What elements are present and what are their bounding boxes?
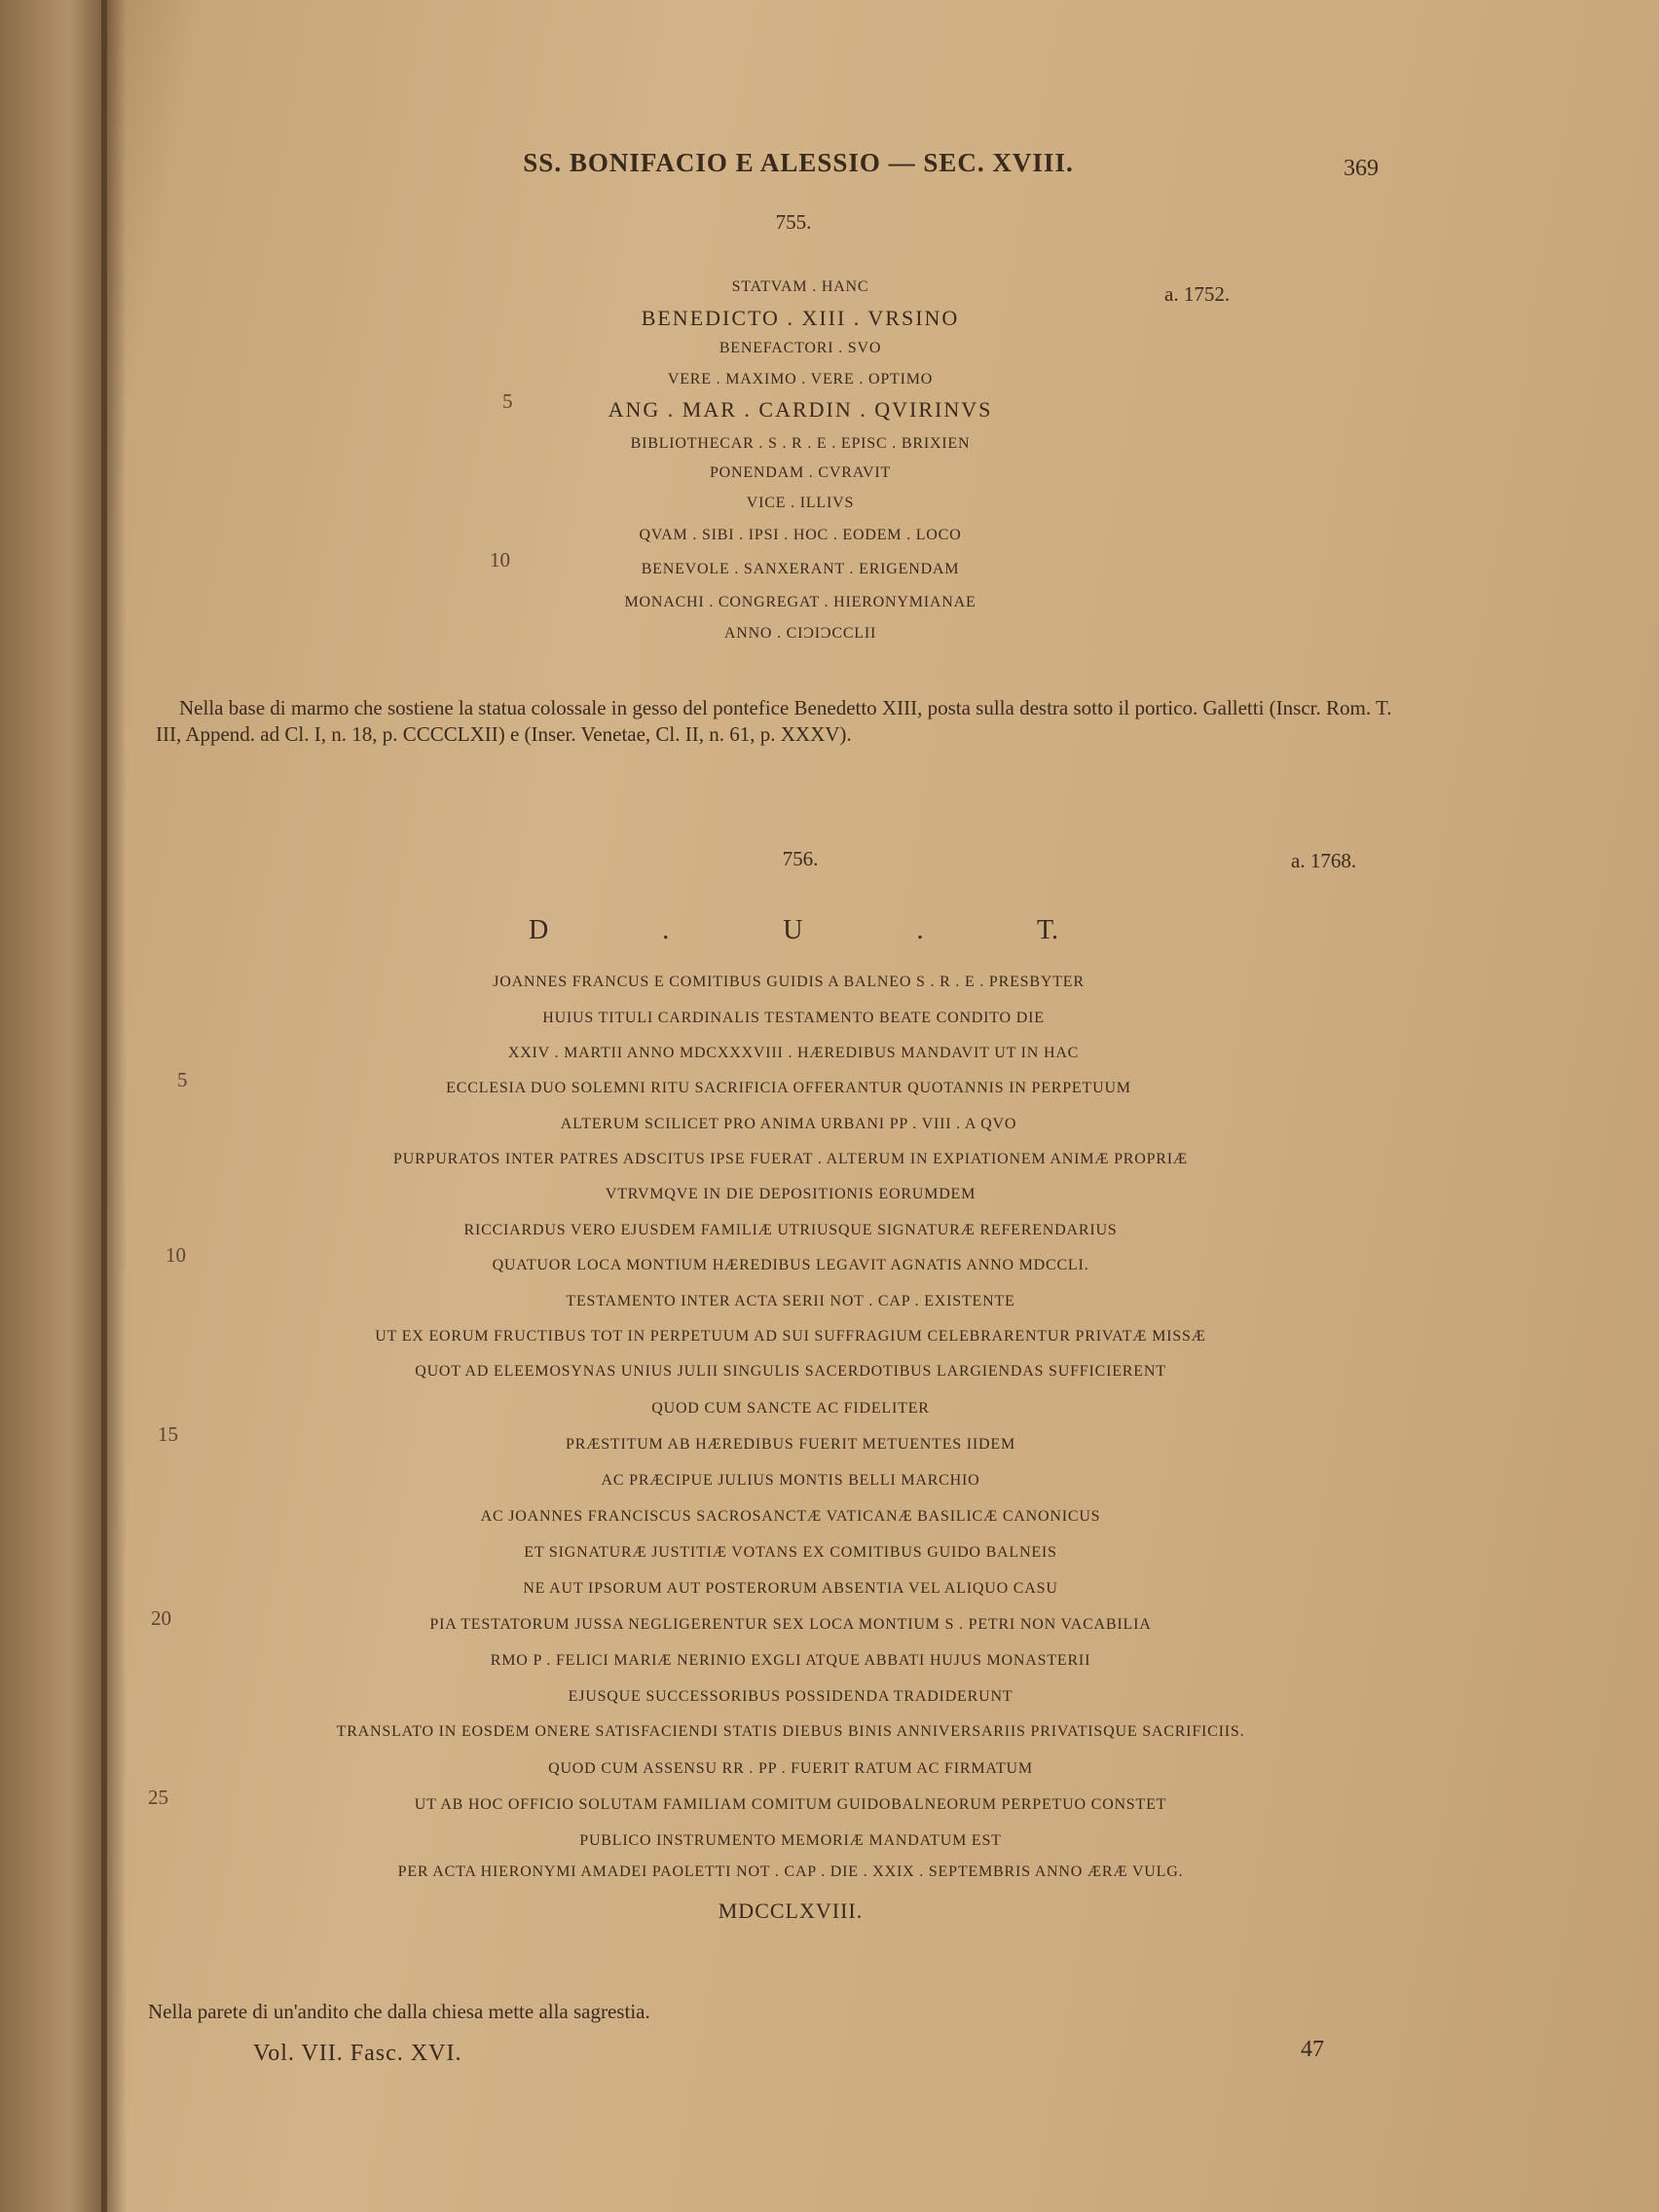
inscription-756-line-number-20: 20 [151, 1606, 171, 1630]
inscription-756-line-number-15: 15 [158, 1422, 178, 1446]
inscription-756-line-10: TESTAMENTO INTER ACTA SERII NOT . CAP . EXISTENTE [566, 1293, 1015, 1309]
book-gutter [101, 0, 127, 2212]
inscription-755-line-3: BENEFACTORI . SVO [719, 340, 882, 356]
inscription-756-line-9: QUATUOR LOCA MONTIUM HÆREDIBUS LEGAVIT AGNATIS ANNO MDCCLI. [492, 1257, 1089, 1273]
inscription-755-line-6: BIBLIOTHECAR . S . R . E . EPISC . BRIXIEN [630, 435, 971, 452]
inscription-756-line-6: PURPURATOS INTER PATRES ADSCITUS IPSE FUERAT . ALTERUM IN EXPIATIONEM ANIMÆ PROPRIÆ [393, 1151, 1188, 1167]
inscription-756-line-19: PIA TESTATORUM JUSSA NEGLIGERENTUR SEX LOCA MONTIUM S . PETRI NON VACABILIA [429, 1616, 1152, 1633]
inscription-756-line-27: MDCCLXVIII. [718, 1899, 864, 1923]
inscription-756-line-23: QUOD CUM ASSENSU RR . PP . FUERIT RATUM AC FIRMATUM [548, 1760, 1033, 1777]
inscription-755-line-1: STATVAM . HANC [731, 278, 869, 295]
inscription-756-line-3: XXIV . MARTII ANNO MDCXXXVIII . HÆREDIBUS MANDAVIT UT IN HAC [507, 1045, 1080, 1061]
inscription-755-line-5: ANG . MAR . CARDIN . QVIRINVS [608, 397, 993, 422]
page-number: 369 [1344, 156, 1379, 181]
inscription-756-number: 756. [782, 847, 819, 870]
inscription-756-line-number-5: 5 [177, 1068, 188, 1091]
inscription-756-note: Nella parete di un'andito che dalla chiesa mette alla sagrestia. [148, 2000, 650, 2023]
inscription-756-line-21: EJUSQUE SUCCESSORIBUS POSSIDENDA TRADIDERUNT [568, 1688, 1014, 1705]
inscription-755-line-7: PONENDAM . CVRAVIT [709, 464, 892, 481]
inscription-756-line-4: ECCLESIA DUO SOLEMNI RITU SACRIFICIA OFFERANTUR QUOTANNIS IN PERPETUUM [446, 1080, 1131, 1096]
inscription-756-line-18: NE AUT IPSORUM AUT POSTERORUM ABSENTIA VEL ALIQUO CASU [523, 1580, 1058, 1597]
inscription-755-note: Nella base di marmo che sostiene la statua colossale in gesso del pontefice Benedetto XIII, posta sulla destra sotto il portico. Galletti (Inscr. Rom. T. III, Append. ad Cl. I, n. 18, p. CCCCLXII) e (Inser. Venetae, Cl. II, n. 61, p. XXXV). [156, 696, 1392, 746]
inscription-756-line-22: TRANSLATO IN EOSDEM ONERE SATISFACIENDI STATIS DIEBUS BINIS ANNIVERSARIIS PRIVATISQUE SACRIFICIIS. [336, 1723, 1245, 1740]
inscription-756-line-16: AC JOANNES FRANCISCUS SACROSANCTÆ VATICANÆ BASILICÆ CANONICUS [480, 1508, 1101, 1525]
inscription-756-line-12: QUOT AD ELEEMOSYNAS UNIUS JULII SINGULIS SACERDOTIBUS LARGIENDAS SUFFICIERENT [415, 1363, 1166, 1380]
inscription-756-line-26: PER ACTA HIERONYMI AMADEI PAOLETTI NOT . CAP . DIE . XXIX . SEPTEMBRIS ANNO ÆRÆ VULG. [397, 1863, 1184, 1880]
inscription-756-line-11: UT EX EORUM FRUCTIBUS TOT IN PERPETUUM AD SUI SUFFRAGIUM CELEBRARENTUR PRIVATÆ MISSÆ [375, 1328, 1206, 1345]
left-page-edge [0, 0, 115, 2212]
inscription-756-heading: D . U . T. [529, 915, 1058, 945]
inscription-755-line-number-10: 10 [490, 548, 510, 571]
inscription-755-line-number-5: 5 [502, 389, 513, 413]
inscription-756-line-7: VTRVMQVE IN DIE DEPOSITIONIS EORUMDEM [605, 1186, 977, 1202]
inscription-755-line-8: VICE . ILLIVS [746, 495, 855, 511]
inscription-756-line-8: RICCIARDUS VERO EJUSDEM FAMILIÆ UTRIUSQUE SIGNATURÆ REFERENDARIUS [463, 1222, 1118, 1238]
inscription-756-line-number-10: 10 [166, 1243, 186, 1267]
inscription-755-year: a. 1752. [1164, 282, 1231, 306]
inscription-756-line-20: RMO P . FELICI MARIÆ NERINIO EXGLI ATQUE ABBATI HUJUS MONASTERII [490, 1652, 1091, 1669]
inscription-755-line-2: BENEDICTO . XIII . VRSINO [641, 306, 960, 330]
inscription-756-line-13: QUOD CUM SANCTE AC FIDELITER [651, 1400, 930, 1417]
inscription-756-line-17: ET SIGNATURÆ JUSTITIÆ VOTANS EX COMITIBUS GUIDO BALNEIS [524, 1544, 1057, 1561]
inscription-756-line-15: AC PRÆCIPUE JULIUS MONTIS BELLI MARCHIO [601, 1472, 980, 1489]
volume-signature: Vol. VII. Fasc. XVI. [253, 2041, 462, 2066]
inscription-756-line-number-25: 25 [148, 1786, 168, 1809]
inscription-756-line-25: PUBLICO INSTRUMENTO MEMORIÆ MANDATUM EST [579, 1832, 1002, 1849]
inscription-756-line-1: JOANNES FRANCUS E COMITIBUS GUIDIS A BALNEO S . R . E . PRESBYTER [493, 974, 1085, 990]
running-header-title: SS. BONIFACIO E ALESSIO — SEC. XVIII. [523, 148, 1074, 177]
inscription-756-line-2: HUIUS TITULI CARDINALIS TESTAMENTO BEATE CONDITO DIE [542, 1010, 1045, 1026]
inscription-756-line-24: UT AB HOC OFFICIO SOLUTAM FAMILIAM COMITUM GUIDOBALNEORUM PERPETUO CONSTET [414, 1796, 1167, 1813]
inscription-755-line-4: VERE . MAXIMO . VERE . OPTIMO [667, 371, 934, 387]
inscription-755-line-12: ANNO . CIƆIƆCCLII [723, 625, 877, 642]
inscription-756-line-5: ALTERUM SCILICET PRO ANIMA URBANI PP . VIII . A QVO [560, 1116, 1017, 1132]
inscription-755-line-10: BENEVOLE . SANXERANT . ERIGENDAM [641, 561, 960, 577]
inscription-756-line-14: PRÆSTITUM AB HÆREDIBUS FUERIT METUENTES IIDEM [566, 1436, 1015, 1453]
inscription-755-number: 755. [775, 210, 812, 234]
inscription-756-year: a. 1768. [1291, 849, 1357, 872]
gathering-signature: 47 [1301, 2037, 1324, 2062]
inscription-755-line-9: QVAM . SIBI . IPSI . HOC . EODEM . LOCO [639, 527, 962, 543]
inscription-755-line-11: MONACHI . CONGREGAT . HIERONYMIANAE [624, 594, 977, 610]
